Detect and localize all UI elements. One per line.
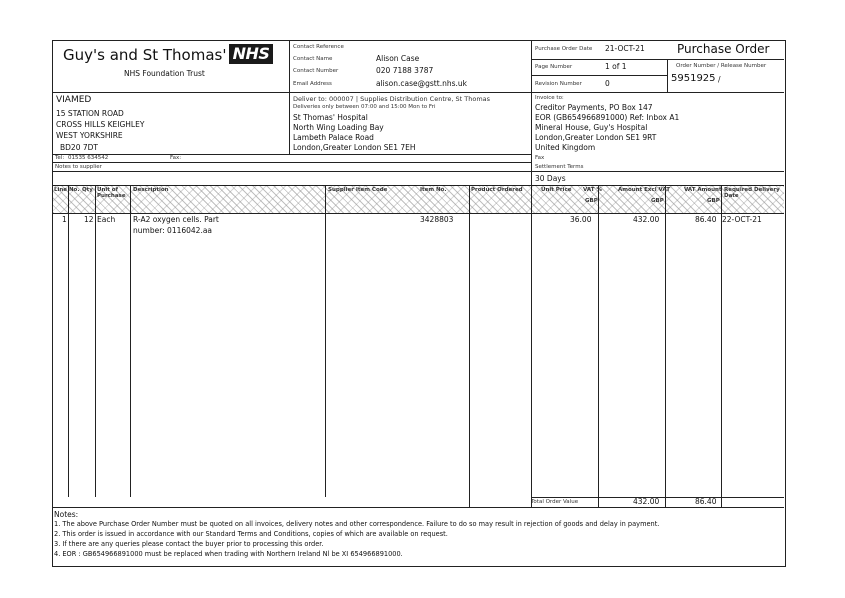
notes-line: 4. EOR : GB654966891000 must be replaced when trading with Northern Ireland Nl be XI 654966891000. [54, 550, 403, 558]
rule [289, 40, 290, 92]
po-date-label: Purchase Order Date [535, 46, 593, 52]
rule [531, 40, 532, 92]
fax-right-label: Fax [535, 155, 545, 161]
col-header-unit-price: Unit Price [541, 187, 572, 193]
payment-terms-label: Settlement Terms [535, 164, 584, 170]
col-header-product: Product Ordered [471, 187, 523, 193]
rule [665, 185, 666, 507]
rule [325, 185, 326, 497]
deliver-to-line: North Wing Loading Bay [293, 123, 384, 132]
rule [531, 75, 667, 76]
row-required-by: 22-OCT-21 [722, 215, 762, 224]
rule [667, 59, 668, 92]
order-number-value: 5951925 [671, 73, 716, 84]
col-header-net-total: Amount Excl VAT [618, 187, 670, 193]
revision-label: Revision Number [535, 81, 582, 87]
notes-line: 3. If there are any queries please contact the buyer prior to processing this order. [54, 540, 324, 548]
row-qty: 12 [84, 215, 94, 224]
rule [469, 185, 470, 507]
rule [130, 185, 131, 497]
col-header-currency: GBP [651, 198, 664, 204]
supplier-name: VIAMED [56, 95, 92, 105]
contact-number-label: Contact Number [293, 68, 339, 74]
row-line: 1 [62, 215, 67, 224]
email-value: alison.case@gstt.nhs.uk [376, 79, 467, 88]
supplier-address-line: 15 STATION ROAD [56, 109, 124, 118]
col-header-required-by: Required Delivery Date [724, 187, 780, 199]
row-description: R-A2 oxygen cells. Part [133, 215, 219, 224]
invoice-to-line: EOR (GB654966891000) Ref: Inbox A1 [535, 113, 680, 122]
notes-to-supplier-label: Notes to supplier [55, 164, 102, 170]
col-header-uom: Unit of Purchase [97, 187, 126, 199]
supplier-address-line: CROSS HILLS KEIGHLEY [56, 120, 145, 129]
rule [68, 185, 69, 497]
nhs-logo: NHS [229, 44, 273, 64]
po-date-value: 21-OCT-21 [605, 44, 645, 53]
deliver-to-line: St Thomas' Hospital [293, 113, 368, 122]
rule [52, 213, 784, 214]
email-label: Email Address [293, 81, 332, 87]
rule [52, 92, 784, 93]
row-item-no: 3428803 [420, 215, 454, 224]
revision-value: 0 [605, 79, 610, 88]
notes-line: 2. This order is issued in accordance with our Standard Terms and Conditions, copies of which are available on request. [54, 530, 448, 538]
contact-number-value: 020 7188 3787 [376, 66, 434, 75]
rule [531, 185, 532, 507]
supplier-address-line: BD20 7DT [60, 143, 98, 152]
col-header-vat-amount: VAT Amount [684, 187, 722, 193]
page-number-value: 1 of 1 [605, 62, 627, 71]
rule [52, 171, 784, 172]
supplier-tel-value: 01535 634542 [68, 155, 109, 161]
contact-name-label: Contact Name [293, 56, 333, 62]
total-order-value-label: Total Order Value [531, 499, 579, 505]
supplier-tel-label: Tel: [55, 155, 65, 161]
page-number-label: Page Number [535, 64, 573, 70]
deliver-to-note: Deliveries only between 07:00 and 15:00 Mon to Fri [293, 104, 436, 110]
deliver-to-line: Lambeth Palace Road [293, 133, 374, 142]
col-header-qty: Qty [82, 187, 93, 193]
row-uom: Each [97, 215, 116, 224]
rule [531, 59, 784, 60]
org-name: Guy's and St Thomas' [63, 46, 227, 64]
col-header-currency: GBP [707, 198, 720, 204]
rule [52, 507, 784, 508]
document-title: Purchase Order [677, 42, 770, 56]
rule [289, 92, 290, 154]
rule [598, 185, 599, 507]
invoice-to-line: United Kingdom [535, 143, 596, 152]
col-header-line: Line No. [54, 187, 80, 193]
total-net: 432.00 [633, 497, 660, 506]
supplier-fax-label: Fax: [170, 155, 182, 161]
row-net-total: 432.00 [633, 215, 660, 224]
row-unit-price: 36.00 [570, 215, 592, 224]
notes-title: Notes: [54, 510, 79, 519]
order-number-label: Order Number / Release Number [676, 63, 767, 69]
notes-line: 1. The above Purchase Order Number must be quoted on all invoices, delivery notes and other correspondence. Failure to do so may result in rejection of goods and delay in payment. [54, 520, 660, 528]
rule [95, 185, 96, 497]
rule [721, 185, 722, 507]
col-header-supplier-code: Supplier Item Code [328, 187, 388, 193]
col-header-item-no: Item No. [420, 187, 447, 193]
row-vat-amount: 86.40 [695, 215, 717, 224]
col-header-currency: GBP [585, 198, 598, 204]
deliver-to-line: London,Greater London SE1 7EH [293, 143, 416, 152]
invoice-to-header: Invoice to: [535, 95, 564, 101]
total-vat: 86.40 [695, 497, 717, 506]
deliver-to-header: Deliver to: 000007 | Supplies Distribution Centre, St Thomas [293, 95, 491, 103]
col-header-vat-rate: VAT % [583, 187, 602, 193]
invoice-to-line: Creditor Payments, PO Box 147 [535, 103, 653, 112]
org-subtitle: NHS Foundation Trust [124, 69, 205, 78]
invoice-to-line: London,Greater London SE1 9RT [535, 133, 657, 142]
payment-terms-value: 30 Days [535, 174, 566, 183]
row-description-cont: number: 0116042.aa [133, 226, 213, 235]
order-number-suffix: / [718, 75, 721, 84]
rule [52, 162, 531, 163]
rule [52, 154, 531, 155]
contact-reference-label: Contact Reference [293, 44, 344, 50]
supplier-address-line: WEST YORKSHIRE [56, 131, 123, 140]
invoice-to-line: Mineral House, Guy's Hospital [535, 123, 648, 132]
contact-name-value: Alison Case [376, 54, 420, 63]
col-header-description: Description [133, 187, 169, 193]
